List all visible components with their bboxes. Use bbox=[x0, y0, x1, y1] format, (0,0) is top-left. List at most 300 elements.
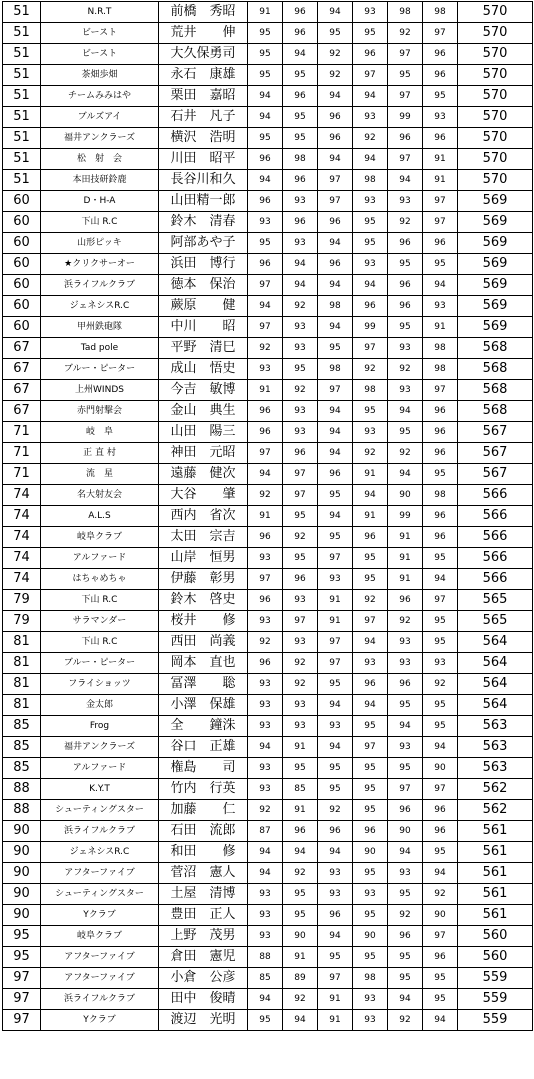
series-score-cell: 94 bbox=[318, 401, 353, 422]
series-score-cell: 92 bbox=[353, 359, 388, 380]
table-row bbox=[3, 947, 533, 968]
total-score-cell: 570 bbox=[458, 44, 533, 65]
shooter-name-cell: 石田 流郎 bbox=[159, 821, 248, 842]
series-score-cell: 93 bbox=[283, 422, 318, 443]
total-score-cell: 560 bbox=[458, 926, 533, 947]
total-score-cell: 569 bbox=[458, 296, 533, 317]
series-score-cell: 85 bbox=[283, 779, 318, 800]
series-score-cell: 93 bbox=[283, 317, 318, 338]
series-score-cell: 95 bbox=[423, 254, 458, 275]
series-score-cell: 94 bbox=[318, 275, 353, 296]
series-score-cell: 95 bbox=[353, 863, 388, 884]
series-score-cell: 93 bbox=[283, 695, 318, 716]
series-score-cell: 94 bbox=[388, 401, 423, 422]
series-score-cell: 94 bbox=[248, 86, 283, 107]
table-row bbox=[3, 317, 533, 338]
series-score-cell: 95 bbox=[353, 401, 388, 422]
series-score-cell: 97 bbox=[353, 737, 388, 758]
shooter-name-cell: 大谷 肇 bbox=[159, 485, 248, 506]
rank-cell: 51 bbox=[3, 2, 41, 23]
team-cell: 浜ライフルクラブ bbox=[41, 275, 159, 296]
series-score-cell: 94 bbox=[388, 716, 423, 737]
team-cell: ビースト bbox=[41, 23, 159, 44]
series-score-cell: 94 bbox=[388, 989, 423, 1010]
series-score-cell: 97 bbox=[423, 779, 458, 800]
team-cell: ジェネシスR.C bbox=[41, 296, 159, 317]
series-score-cell: 91 bbox=[388, 527, 423, 548]
series-score-cell: 93 bbox=[318, 716, 353, 737]
results-table-body bbox=[3, 2, 533, 1031]
series-score-cell: 91 bbox=[318, 1010, 353, 1031]
series-score-cell: 98 bbox=[318, 359, 353, 380]
table-row bbox=[3, 590, 533, 611]
rank-cell: 90 bbox=[3, 863, 41, 884]
shooter-name-cell: 浜田 博行 bbox=[159, 254, 248, 275]
rank-cell: 60 bbox=[3, 254, 41, 275]
shooter-name-cell: 全 鐘洙 bbox=[159, 716, 248, 737]
series-score-cell: 93 bbox=[283, 716, 318, 737]
total-score-cell: 570 bbox=[458, 107, 533, 128]
series-score-cell: 93 bbox=[388, 338, 423, 359]
series-score-cell: 93 bbox=[283, 590, 318, 611]
series-score-cell: 94 bbox=[423, 275, 458, 296]
team-cell: 浜ライフルクラブ bbox=[41, 821, 159, 842]
shooter-name-cell: 神田 元昭 bbox=[159, 443, 248, 464]
series-score-cell: 95 bbox=[283, 128, 318, 149]
table-row bbox=[3, 569, 533, 590]
series-score-cell: 91 bbox=[423, 149, 458, 170]
rank-cell: 60 bbox=[3, 296, 41, 317]
team-cell: Tad pole bbox=[41, 338, 159, 359]
series-score-cell: 92 bbox=[388, 23, 423, 44]
series-score-cell: 96 bbox=[388, 296, 423, 317]
table-row bbox=[3, 695, 533, 716]
series-score-cell: 93 bbox=[283, 233, 318, 254]
total-score-cell: 569 bbox=[458, 212, 533, 233]
rank-cell: 51 bbox=[3, 65, 41, 86]
shooter-name-cell: 桜井 修 bbox=[159, 611, 248, 632]
rank-cell: 90 bbox=[3, 821, 41, 842]
rank-cell: 90 bbox=[3, 905, 41, 926]
series-score-cell: 98 bbox=[423, 2, 458, 23]
series-score-cell: 93 bbox=[353, 422, 388, 443]
series-score-cell: 96 bbox=[283, 443, 318, 464]
shooter-name-cell: 豊田 正人 bbox=[159, 905, 248, 926]
series-score-cell: 94 bbox=[318, 86, 353, 107]
team-cell: 赤門射撃会 bbox=[41, 401, 159, 422]
table-row bbox=[3, 905, 533, 926]
shooter-name-cell: 岡本 直也 bbox=[159, 653, 248, 674]
rank-cell: 81 bbox=[3, 653, 41, 674]
team-cell: 岐阜クラブ bbox=[41, 527, 159, 548]
total-score-cell: 570 bbox=[458, 128, 533, 149]
shooter-name-cell: 金山 典生 bbox=[159, 401, 248, 422]
shooter-name-cell: 竹内 行英 bbox=[159, 779, 248, 800]
series-score-cell: 95 bbox=[353, 716, 388, 737]
series-score-cell: 97 bbox=[353, 611, 388, 632]
series-score-cell: 95 bbox=[353, 23, 388, 44]
series-score-cell: 92 bbox=[353, 128, 388, 149]
series-score-cell: 95 bbox=[248, 233, 283, 254]
series-score-cell: 93 bbox=[283, 632, 318, 653]
shooter-name-cell: 鈴木 清春 bbox=[159, 212, 248, 233]
series-score-cell: 94 bbox=[353, 275, 388, 296]
series-score-cell: 96 bbox=[283, 86, 318, 107]
series-score-cell: 92 bbox=[283, 989, 318, 1010]
series-score-cell: 91 bbox=[318, 989, 353, 1010]
series-score-cell: 94 bbox=[423, 569, 458, 590]
series-score-cell: 94 bbox=[353, 632, 388, 653]
team-cell: シューティングスター bbox=[41, 884, 159, 905]
series-score-cell: 95 bbox=[283, 107, 318, 128]
series-score-cell: 97 bbox=[283, 464, 318, 485]
series-score-cell: 93 bbox=[423, 296, 458, 317]
shooter-name-cell: 遠藤 健次 bbox=[159, 464, 248, 485]
total-score-cell: 566 bbox=[458, 506, 533, 527]
shooter-name-cell: 前橋 秀昭 bbox=[159, 2, 248, 23]
total-score-cell: 570 bbox=[458, 86, 533, 107]
rank-cell: 51 bbox=[3, 107, 41, 128]
series-score-cell: 96 bbox=[423, 527, 458, 548]
team-cell: 福井アンクラーズ bbox=[41, 737, 159, 758]
series-score-cell: 94 bbox=[318, 233, 353, 254]
rank-cell: 51 bbox=[3, 170, 41, 191]
total-score-cell: 570 bbox=[458, 149, 533, 170]
series-score-cell: 91 bbox=[248, 506, 283, 527]
series-score-cell: 96 bbox=[423, 44, 458, 65]
series-score-cell: 96 bbox=[318, 464, 353, 485]
series-score-cell: 88 bbox=[248, 947, 283, 968]
series-score-cell: 97 bbox=[248, 569, 283, 590]
table-row bbox=[3, 884, 533, 905]
series-score-cell: 95 bbox=[353, 905, 388, 926]
series-score-cell: 92 bbox=[353, 590, 388, 611]
series-score-cell: 95 bbox=[353, 758, 388, 779]
series-score-cell: 90 bbox=[388, 821, 423, 842]
series-score-cell: 91 bbox=[423, 317, 458, 338]
rank-cell: 74 bbox=[3, 485, 41, 506]
series-score-cell: 96 bbox=[353, 296, 388, 317]
series-score-cell: 95 bbox=[353, 779, 388, 800]
series-score-cell: 98 bbox=[353, 968, 388, 989]
team-cell: 山形ピッキ bbox=[41, 233, 159, 254]
series-score-cell: 95 bbox=[423, 464, 458, 485]
series-score-cell: 97 bbox=[423, 590, 458, 611]
series-score-cell: 96 bbox=[388, 926, 423, 947]
total-score-cell: 566 bbox=[458, 569, 533, 590]
series-score-cell: 92 bbox=[318, 800, 353, 821]
series-score-cell: 91 bbox=[318, 611, 353, 632]
series-score-cell: 95 bbox=[283, 758, 318, 779]
series-score-cell: 97 bbox=[353, 338, 388, 359]
series-score-cell: 92 bbox=[388, 359, 423, 380]
shooter-name-cell: 大久保勇司 bbox=[159, 44, 248, 65]
series-score-cell: 98 bbox=[353, 170, 388, 191]
series-score-cell: 96 bbox=[353, 527, 388, 548]
table-row bbox=[3, 380, 533, 401]
series-score-cell: 97 bbox=[318, 632, 353, 653]
team-cell: ブルー・ピーター bbox=[41, 653, 159, 674]
rank-cell: 51 bbox=[3, 23, 41, 44]
series-score-cell: 93 bbox=[353, 884, 388, 905]
series-score-cell: 94 bbox=[423, 863, 458, 884]
total-score-cell: 561 bbox=[458, 842, 533, 863]
series-score-cell: 93 bbox=[388, 191, 423, 212]
series-score-cell: 91 bbox=[283, 737, 318, 758]
shooter-name-cell: 徳本 保治 bbox=[159, 275, 248, 296]
series-score-cell: 97 bbox=[423, 212, 458, 233]
rank-cell: 88 bbox=[3, 779, 41, 800]
team-cell: 流 星 bbox=[41, 464, 159, 485]
total-score-cell: 570 bbox=[458, 23, 533, 44]
shooter-name-cell: 小倉 公彦 bbox=[159, 968, 248, 989]
series-score-cell: 95 bbox=[388, 422, 423, 443]
shooter-name-cell: 渡辺 光明 bbox=[159, 1010, 248, 1031]
table-row bbox=[3, 863, 533, 884]
team-cell: アルファード bbox=[41, 548, 159, 569]
table-row bbox=[3, 359, 533, 380]
series-score-cell: 96 bbox=[283, 212, 318, 233]
rank-cell: 88 bbox=[3, 800, 41, 821]
rank-cell: 67 bbox=[3, 380, 41, 401]
series-score-cell: 96 bbox=[423, 821, 458, 842]
series-score-cell: 93 bbox=[248, 359, 283, 380]
total-score-cell: 561 bbox=[458, 863, 533, 884]
shooter-name-cell: 加藤 仁 bbox=[159, 800, 248, 821]
total-score-cell: 565 bbox=[458, 611, 533, 632]
series-score-cell: 98 bbox=[283, 149, 318, 170]
series-score-cell: 96 bbox=[248, 191, 283, 212]
total-score-cell: 567 bbox=[458, 422, 533, 443]
series-score-cell: 96 bbox=[283, 170, 318, 191]
series-score-cell: 96 bbox=[388, 800, 423, 821]
series-score-cell: 95 bbox=[388, 947, 423, 968]
series-score-cell: 94 bbox=[248, 863, 283, 884]
shooter-name-cell: 小澤 保雄 bbox=[159, 695, 248, 716]
shooter-name-cell: 山田精一郎 bbox=[159, 191, 248, 212]
team-cell: 甲州鉄砲隊 bbox=[41, 317, 159, 338]
series-score-cell: 95 bbox=[248, 128, 283, 149]
series-score-cell: 96 bbox=[318, 128, 353, 149]
series-score-cell: 96 bbox=[318, 821, 353, 842]
team-cell: 岐阜クラブ bbox=[41, 926, 159, 947]
series-score-cell: 94 bbox=[248, 737, 283, 758]
series-score-cell: 95 bbox=[423, 632, 458, 653]
series-score-cell: 93 bbox=[388, 863, 423, 884]
series-score-cell: 96 bbox=[318, 254, 353, 275]
team-cell: K.Y.T bbox=[41, 779, 159, 800]
series-score-cell: 97 bbox=[248, 317, 283, 338]
series-score-cell: 97 bbox=[318, 548, 353, 569]
series-score-cell: 96 bbox=[283, 2, 318, 23]
series-score-cell: 97 bbox=[318, 968, 353, 989]
team-cell: 茶畑歩畑 bbox=[41, 65, 159, 86]
table-row bbox=[3, 485, 533, 506]
series-score-cell: 96 bbox=[388, 590, 423, 611]
rank-cell: 60 bbox=[3, 212, 41, 233]
table-row bbox=[3, 737, 533, 758]
series-score-cell: 98 bbox=[423, 359, 458, 380]
shooter-name-cell: 谷口 正雄 bbox=[159, 737, 248, 758]
series-score-cell: 96 bbox=[388, 233, 423, 254]
series-score-cell: 91 bbox=[283, 947, 318, 968]
team-cell: 福井アンクラーズ bbox=[41, 128, 159, 149]
series-score-cell: 94 bbox=[388, 842, 423, 863]
total-score-cell: 568 bbox=[458, 401, 533, 422]
series-score-cell: 94 bbox=[388, 170, 423, 191]
total-score-cell: 564 bbox=[458, 653, 533, 674]
shooter-name-cell: 和田 修 bbox=[159, 842, 248, 863]
series-score-cell: 96 bbox=[318, 905, 353, 926]
series-score-cell: 91 bbox=[318, 590, 353, 611]
series-score-cell: 90 bbox=[353, 926, 388, 947]
table-row bbox=[3, 443, 533, 464]
team-cell: 下山 R.C bbox=[41, 590, 159, 611]
table-row bbox=[3, 506, 533, 527]
series-score-cell: 96 bbox=[318, 107, 353, 128]
rank-cell: 81 bbox=[3, 674, 41, 695]
rank-cell: 60 bbox=[3, 191, 41, 212]
table-row bbox=[3, 821, 533, 842]
rank-cell: 85 bbox=[3, 737, 41, 758]
series-score-cell: 99 bbox=[388, 506, 423, 527]
series-score-cell: 92 bbox=[388, 443, 423, 464]
series-score-cell: 95 bbox=[283, 65, 318, 86]
total-score-cell: 567 bbox=[458, 443, 533, 464]
rank-cell: 81 bbox=[3, 632, 41, 653]
team-cell: ブルズアイ bbox=[41, 107, 159, 128]
team-cell: ジェネシスR.C bbox=[41, 842, 159, 863]
series-score-cell: 93 bbox=[318, 569, 353, 590]
series-score-cell: 92 bbox=[423, 884, 458, 905]
series-score-cell: 95 bbox=[423, 842, 458, 863]
rank-cell: 51 bbox=[3, 44, 41, 65]
series-score-cell: 96 bbox=[283, 569, 318, 590]
team-cell: Yクラブ bbox=[41, 1010, 159, 1031]
rank-cell: 74 bbox=[3, 506, 41, 527]
series-score-cell: 96 bbox=[318, 212, 353, 233]
series-score-cell: 96 bbox=[423, 233, 458, 254]
total-score-cell: 568 bbox=[458, 338, 533, 359]
series-score-cell: 95 bbox=[388, 317, 423, 338]
shooter-name-cell: 成山 悟史 bbox=[159, 359, 248, 380]
series-score-cell: 94 bbox=[248, 464, 283, 485]
series-score-cell: 96 bbox=[423, 422, 458, 443]
rank-cell: 97 bbox=[3, 989, 41, 1010]
series-score-cell: 93 bbox=[248, 674, 283, 695]
total-score-cell: 561 bbox=[458, 905, 533, 926]
series-score-cell: 95 bbox=[388, 65, 423, 86]
total-score-cell: 567 bbox=[458, 464, 533, 485]
series-score-cell: 95 bbox=[318, 674, 353, 695]
series-score-cell: 95 bbox=[423, 716, 458, 737]
table-row bbox=[3, 989, 533, 1010]
series-score-cell: 94 bbox=[318, 737, 353, 758]
rank-cell: 97 bbox=[3, 1010, 41, 1031]
table-row bbox=[3, 674, 533, 695]
series-score-cell: 94 bbox=[318, 317, 353, 338]
series-score-cell: 98 bbox=[353, 380, 388, 401]
series-score-cell: 91 bbox=[283, 800, 318, 821]
total-score-cell: 563 bbox=[458, 737, 533, 758]
series-score-cell: 92 bbox=[283, 863, 318, 884]
table-row bbox=[3, 23, 533, 44]
series-score-cell: 97 bbox=[318, 191, 353, 212]
series-score-cell: 95 bbox=[353, 233, 388, 254]
rank-cell: 60 bbox=[3, 317, 41, 338]
table-row bbox=[3, 422, 533, 443]
rank-cell: 81 bbox=[3, 695, 41, 716]
shooter-name-cell: 冨澤 聡 bbox=[159, 674, 248, 695]
series-score-cell: 95 bbox=[318, 758, 353, 779]
series-score-cell: 93 bbox=[248, 611, 283, 632]
series-score-cell: 96 bbox=[388, 674, 423, 695]
series-score-cell: 97 bbox=[248, 275, 283, 296]
total-score-cell: 568 bbox=[458, 359, 533, 380]
series-score-cell: 94 bbox=[248, 296, 283, 317]
series-score-cell: 97 bbox=[353, 65, 388, 86]
table-row bbox=[3, 632, 533, 653]
series-score-cell: 95 bbox=[423, 611, 458, 632]
total-score-cell: 570 bbox=[458, 170, 533, 191]
shooter-name-cell: 西内 省次 bbox=[159, 506, 248, 527]
series-score-cell: 93 bbox=[283, 338, 318, 359]
series-score-cell: 94 bbox=[318, 506, 353, 527]
team-cell: サラマンダー bbox=[41, 611, 159, 632]
series-score-cell: 95 bbox=[318, 338, 353, 359]
series-score-cell: 87 bbox=[248, 821, 283, 842]
table-row bbox=[3, 842, 533, 863]
table-row bbox=[3, 275, 533, 296]
total-score-cell: 560 bbox=[458, 947, 533, 968]
series-score-cell: 93 bbox=[353, 107, 388, 128]
series-score-cell: 92 bbox=[388, 1010, 423, 1031]
team-cell: Yクラブ bbox=[41, 905, 159, 926]
series-score-cell: 93 bbox=[248, 884, 283, 905]
table-row bbox=[3, 401, 533, 422]
team-cell: チームみみはや bbox=[41, 86, 159, 107]
series-score-cell: 95 bbox=[283, 884, 318, 905]
total-score-cell: 562 bbox=[458, 800, 533, 821]
series-score-cell: 97 bbox=[248, 443, 283, 464]
table-row bbox=[3, 212, 533, 233]
series-score-cell: 94 bbox=[248, 170, 283, 191]
series-score-cell: 91 bbox=[388, 548, 423, 569]
team-cell: アフターファイブ bbox=[41, 947, 159, 968]
series-score-cell: 90 bbox=[423, 758, 458, 779]
total-score-cell: 561 bbox=[458, 821, 533, 842]
table-row bbox=[3, 86, 533, 107]
series-score-cell: 96 bbox=[248, 149, 283, 170]
series-score-cell: 94 bbox=[283, 275, 318, 296]
series-score-cell: 94 bbox=[248, 989, 283, 1010]
series-score-cell: 94 bbox=[283, 842, 318, 863]
series-score-cell: 94 bbox=[423, 737, 458, 758]
table-row bbox=[3, 779, 533, 800]
series-score-cell: 92 bbox=[353, 443, 388, 464]
shooter-name-cell: 西田 尚義 bbox=[159, 632, 248, 653]
series-score-cell: 93 bbox=[388, 632, 423, 653]
team-cell: D・H-A bbox=[41, 191, 159, 212]
shooter-name-cell: 横沢 浩明 bbox=[159, 128, 248, 149]
series-score-cell: 93 bbox=[318, 863, 353, 884]
series-score-cell: 94 bbox=[318, 695, 353, 716]
rank-cell: 71 bbox=[3, 422, 41, 443]
table-row bbox=[3, 716, 533, 737]
table-row bbox=[3, 1010, 533, 1031]
series-score-cell: 96 bbox=[423, 128, 458, 149]
series-score-cell: 96 bbox=[283, 821, 318, 842]
